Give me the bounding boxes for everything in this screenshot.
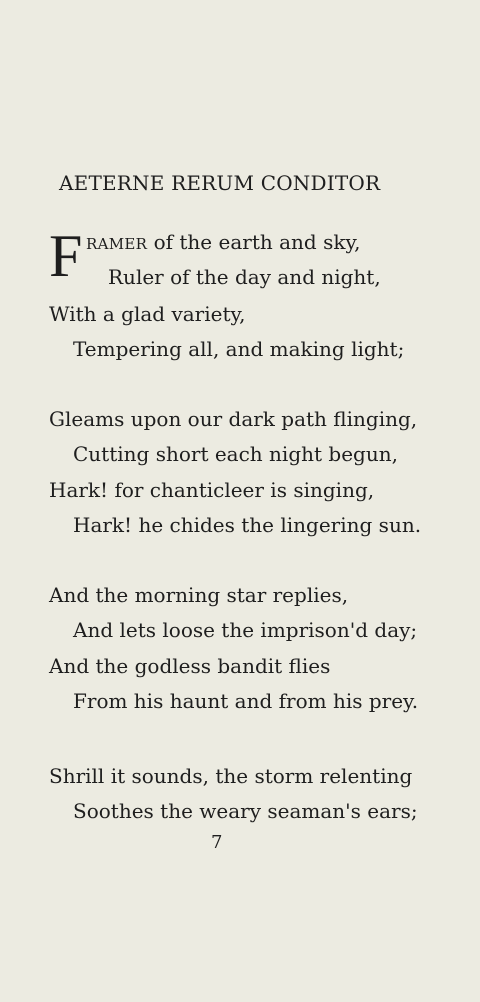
poem-line-5: Gleams upon our dark path flinging, [49, 407, 418, 431]
poem-line-9: And the morning star replies, [49, 583, 349, 607]
first-line-rest: of the earth and sky, [147, 230, 361, 254]
poem-line-10: And lets loose the imprison'd day; [73, 618, 418, 642]
first-word-smallcaps: RAMER [86, 235, 148, 253]
poem-line-3: With a glad variety, [49, 302, 246, 326]
poem-title: AETERNE RERUM CONDITOR [59, 171, 381, 195]
poem-line-8: Hark! he chides the lingering sun. [73, 513, 422, 537]
poem-line-14: Soothes the weary seaman's ears; [73, 799, 418, 823]
poem-line-7: Hark! for chanticleer is singing, [49, 478, 375, 502]
poem-line-4: Tempering all, and making light; [73, 337, 405, 361]
poem-line-6: Cutting short each night begun, [73, 442, 398, 466]
poem-line-11: And the godless bandit flies [49, 654, 331, 678]
poem-line-12: From his haunt and from his prey. [73, 689, 419, 713]
drop-cap: F [49, 223, 83, 289]
poem-line-13: Shrill it sounds, the storm relenting [49, 764, 413, 788]
page-number: 7 [211, 832, 223, 853]
poem-line-2: Ruler of the day and night, [108, 265, 381, 289]
poem-line-1 [86, 229, 360, 257]
